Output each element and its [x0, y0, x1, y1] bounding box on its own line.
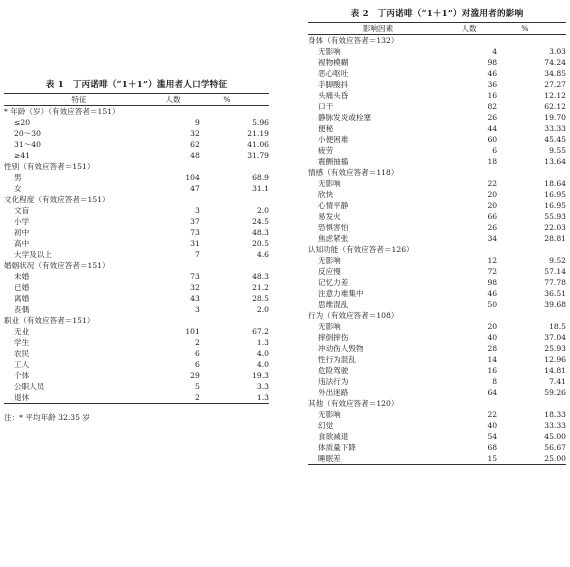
row-count: 54	[487, 432, 498, 441]
row-percent: 77.78	[544, 278, 566, 287]
row-count: 36	[487, 80, 498, 89]
row-percent: 3.03	[549, 47, 566, 56]
row-count: 8	[492, 377, 498, 386]
section-row	[308, 35, 566, 46]
row-count: 15	[487, 454, 498, 463]
row-count: 22	[487, 179, 498, 188]
row-percent: 37.04	[544, 333, 566, 342]
row-label: ≥41	[14, 151, 31, 160]
row-label: 食欲减退	[318, 432, 349, 441]
header-percent: %	[223, 95, 231, 104]
table-2-body	[308, 35, 566, 465]
table-row	[308, 189, 566, 200]
row-percent: 16.95	[544, 190, 566, 199]
row-label: 思维混乱	[318, 300, 349, 309]
table-row	[308, 57, 566, 68]
table-row	[308, 420, 566, 431]
row-percent: 13.64	[544, 157, 566, 166]
row-label: 体质量下降	[318, 443, 356, 452]
section-row	[308, 244, 566, 255]
row-percent: 14.81	[544, 366, 566, 375]
row-label: 静脉发炎或栓塞	[318, 113, 372, 122]
row-label: 大学及以上	[14, 250, 52, 259]
table-2-header	[308, 22, 566, 35]
table-row	[4, 183, 269, 194]
row-percent: 18.64	[544, 179, 566, 188]
row-percent: 74.24	[544, 58, 566, 67]
table-row	[308, 321, 566, 332]
table-row	[308, 123, 566, 134]
row-label: 性行为混乱	[318, 355, 356, 364]
row-percent: 39.68	[544, 300, 566, 309]
table-row	[4, 381, 269, 392]
row-count: 43	[190, 294, 200, 303]
row-percent: 12.12	[544, 91, 566, 100]
row-count	[448, 167, 490, 178]
row-count: 50	[487, 300, 498, 309]
row-percent: 16.95	[544, 201, 566, 210]
row-count	[448, 398, 490, 409]
row-percent: 34.85	[544, 69, 566, 78]
row-percent: 59.26	[544, 388, 566, 397]
row-percent: 12.96	[544, 355, 566, 364]
table-row	[308, 387, 566, 398]
table-1-header	[4, 93, 269, 106]
row-count: 6	[492, 146, 498, 155]
row-count: 101	[185, 327, 200, 336]
row-count: 14	[487, 355, 498, 364]
section-row	[4, 194, 269, 205]
row-count: 47	[190, 184, 200, 193]
row-label: 职业（有效应答者＝151）	[4, 316, 95, 325]
table-row	[4, 227, 269, 238]
row-percent: 36.51	[544, 289, 566, 298]
row-percent: 4.0	[256, 349, 269, 358]
table-row	[308, 211, 566, 222]
row-percent: 21.19	[247, 129, 269, 138]
row-percent	[192, 260, 262, 271]
row-count: 29	[190, 371, 200, 380]
row-label: 冲动伤人毁物	[318, 344, 364, 353]
row-label: 无影响	[318, 47, 341, 56]
table-2-caption: 表 2 丁丙诺啡（“1＋1”）对滥用者的影响	[350, 9, 524, 19]
section-row	[308, 167, 566, 178]
table-row	[308, 200, 566, 211]
table-row	[4, 172, 269, 183]
row-count: 62	[190, 140, 200, 149]
row-percent: 31.1	[252, 184, 269, 193]
row-label: 无影响	[318, 256, 341, 265]
row-label: 小便困难	[318, 135, 349, 144]
row-count: 32	[190, 283, 200, 292]
row-percent: 7.41	[549, 377, 566, 386]
row-label: 幻觉	[318, 421, 334, 430]
section-row	[4, 106, 269, 117]
row-label: 注意力难集中	[318, 289, 364, 298]
row-label: 欣快	[318, 190, 334, 199]
table-row	[4, 282, 269, 293]
row-percent	[490, 398, 560, 409]
section-row	[308, 398, 566, 409]
row-percent: 1.3	[256, 338, 269, 347]
row-count: 46	[487, 289, 498, 298]
table-row	[308, 277, 566, 288]
row-label: 身体（有效应答者＝132）	[308, 36, 399, 45]
row-label: 记忆力差	[318, 278, 349, 287]
table-row	[308, 101, 566, 112]
row-percent: 2.0	[256, 206, 269, 215]
row-label: ≤20	[14, 118, 31, 127]
row-count: 26	[487, 223, 498, 232]
row-label: 睡眠差	[318, 454, 341, 463]
row-percent: 41.06	[247, 140, 269, 149]
row-label: 个体	[14, 371, 30, 380]
section-row	[308, 310, 566, 321]
row-percent: 21.2	[252, 283, 269, 292]
row-percent: 25.93	[544, 344, 566, 353]
row-count: 6	[194, 349, 200, 358]
header-percent: %	[521, 24, 529, 33]
table-1	[4, 78, 269, 423]
row-percent: 18.5	[549, 322, 566, 331]
row-label: 手脚酸抖	[318, 80, 349, 89]
header-factor: 影响因素	[362, 24, 394, 33]
row-label: 无影响	[318, 179, 341, 188]
row-percent: 27.27	[544, 80, 566, 89]
table-row	[308, 332, 566, 343]
header-feature: 特征	[71, 95, 87, 104]
row-percent: 28.5	[252, 294, 269, 303]
row-count: 60	[487, 135, 498, 144]
table-row	[4, 139, 269, 150]
table-row	[308, 376, 566, 387]
row-count: 3	[194, 206, 200, 215]
row-percent: 9.55	[549, 146, 566, 155]
row-label: 31～40	[14, 140, 41, 149]
row-count: 40	[487, 421, 498, 430]
table-row	[4, 216, 269, 227]
row-count: 68	[487, 443, 498, 452]
row-percent: 4.6	[256, 250, 269, 259]
table-row	[308, 266, 566, 277]
row-count: 44	[487, 124, 498, 133]
row-label: 行为（有效应答者＝108）	[308, 311, 399, 320]
table-row	[308, 68, 566, 79]
table-row	[308, 431, 566, 442]
row-count: 12	[487, 256, 498, 265]
row-label: 已婚	[14, 283, 30, 292]
row-percent: 18.33	[544, 410, 566, 419]
table-row	[308, 178, 566, 189]
row-count: 31	[190, 239, 200, 248]
table-row	[308, 409, 566, 420]
table-row	[4, 128, 269, 139]
row-label: 文盲	[14, 206, 30, 215]
row-count: 9	[194, 118, 200, 127]
row-count: 2	[194, 393, 200, 402]
row-label: 小学	[14, 217, 30, 226]
row-label: 文化程度（有效应答者＝151）	[4, 195, 110, 204]
row-percent: 24.5	[252, 217, 269, 226]
row-percent: 33.33	[544, 421, 566, 430]
row-count: 72	[487, 267, 498, 276]
row-label: 性别（有效应答者＝151）	[4, 162, 95, 171]
table-1-note: 注：* 平均年龄 32.35 岁	[4, 413, 90, 422]
row-percent	[192, 161, 262, 172]
row-label: 恶心呕吐	[318, 69, 349, 78]
row-percent: 20.5	[252, 239, 269, 248]
section-row	[4, 161, 269, 172]
row-count: 40	[487, 333, 498, 342]
table-row	[308, 145, 566, 156]
row-count	[448, 310, 490, 321]
row-label: 口干	[318, 102, 334, 111]
row-percent: 9.52	[549, 256, 566, 265]
row-count	[154, 161, 192, 172]
row-label: * 年龄（岁）（有效应答者＝151）	[4, 107, 120, 116]
row-count: 73	[190, 272, 200, 281]
table-row	[4, 238, 269, 249]
row-count: 18	[487, 157, 498, 166]
row-count	[154, 106, 192, 117]
row-percent: 2.0	[256, 305, 269, 314]
row-label: 离婚	[14, 294, 30, 303]
row-percent: 45.45	[544, 135, 566, 144]
row-count: 28	[487, 344, 498, 353]
table-1-body	[4, 106, 269, 404]
table-row	[308, 299, 566, 310]
row-percent: 1.3	[256, 393, 269, 402]
row-percent	[490, 310, 560, 321]
table-row	[308, 112, 566, 123]
table-row	[4, 249, 269, 260]
header-count: 人数	[461, 24, 477, 33]
row-label: 未婚	[14, 272, 30, 281]
section-row	[4, 260, 269, 271]
row-label: 心情平静	[318, 201, 349, 210]
table-row	[4, 293, 269, 304]
row-percent: 55.93	[544, 212, 566, 221]
table-row	[4, 392, 269, 404]
row-count: 26	[487, 113, 498, 122]
row-count: 34	[487, 234, 498, 243]
table-row	[308, 90, 566, 101]
row-label: 无业	[14, 327, 30, 336]
row-percent: 57.14	[544, 267, 566, 276]
table-row	[4, 370, 269, 381]
row-count: 66	[487, 212, 498, 221]
row-percent: 31.79	[247, 151, 269, 160]
row-count: 64	[487, 388, 498, 397]
row-percent	[192, 194, 262, 205]
row-percent: 68.9	[252, 173, 269, 182]
row-label: 外出迷路	[318, 388, 349, 397]
row-percent: 45.00	[544, 432, 566, 441]
table-row	[308, 134, 566, 145]
table-row	[308, 288, 566, 299]
table-row	[4, 348, 269, 359]
row-count: 6	[194, 360, 200, 369]
row-count: 7	[194, 250, 200, 259]
row-count: 20	[487, 201, 498, 210]
row-count	[154, 194, 192, 205]
row-label: 高中	[14, 239, 30, 248]
row-label: 退休	[14, 393, 30, 402]
row-count: 16	[487, 366, 498, 375]
row-percent: 56.67	[544, 443, 566, 452]
row-label: 摔倒摔伤	[318, 333, 349, 342]
row-count: 37	[190, 217, 200, 226]
table-row	[4, 304, 269, 315]
row-count: 46	[487, 69, 498, 78]
row-count: 98	[487, 58, 498, 67]
row-label: 视物模糊	[318, 58, 349, 67]
row-label: 女	[14, 184, 22, 193]
row-percent: 19.3	[252, 371, 269, 380]
row-label: 危险驾驶	[318, 366, 349, 375]
row-label: 公职人员	[14, 382, 45, 391]
table-row	[308, 79, 566, 90]
row-count	[448, 244, 490, 255]
row-percent	[490, 244, 560, 255]
row-label: 工人	[14, 360, 30, 369]
row-percent: 48.3	[252, 272, 269, 281]
row-label: 易发火	[318, 212, 341, 221]
row-percent: 22.03	[544, 223, 566, 232]
row-percent: 3.3	[256, 382, 269, 391]
row-percent: 4.0	[256, 360, 269, 369]
table-row	[308, 222, 566, 233]
table-row	[4, 150, 269, 161]
row-percent: 19.70	[544, 113, 566, 122]
row-count: 22	[487, 410, 498, 419]
row-label: 学生	[14, 338, 30, 347]
header-count: 人数	[165, 95, 181, 104]
table-2	[308, 7, 566, 465]
row-label: 震颤抽搐	[318, 157, 349, 166]
table-row	[308, 442, 566, 453]
row-count	[154, 315, 192, 326]
row-label: 婚姻状况（有效应答者＝151）	[4, 261, 110, 270]
row-percent: 5.96	[252, 118, 269, 127]
row-count: 16	[487, 91, 498, 100]
table-row	[308, 365, 566, 376]
row-count: 5	[194, 382, 200, 391]
row-label: 头痛头昏	[318, 91, 349, 100]
table-row	[308, 233, 566, 244]
row-label: 焦虑紧张	[318, 234, 349, 243]
table-row	[4, 117, 269, 128]
row-label: 违法行为	[318, 377, 349, 386]
table-row	[308, 343, 566, 354]
table-row	[308, 453, 566, 465]
row-label: 恐惧害怕	[318, 223, 349, 232]
row-count: 104	[185, 173, 200, 182]
row-label: 情感（有效应答者＝118）	[308, 168, 399, 177]
table-row	[308, 255, 566, 266]
row-count: 3	[194, 305, 200, 314]
row-label: 其他（有效应答者＝120）	[308, 399, 399, 408]
row-label: 便秘	[318, 124, 334, 133]
row-count	[154, 260, 192, 271]
table-row	[308, 354, 566, 365]
row-count: 2	[194, 338, 200, 347]
row-count: 32	[190, 129, 200, 138]
row-percent: 48.3	[252, 228, 269, 237]
row-count: 82	[487, 102, 498, 111]
table-1-caption: 表 1 丁丙诺啡（“1＋1”）滥用者人口学特征	[45, 80, 228, 90]
row-percent: 28.81	[544, 234, 566, 243]
row-label: 丧偶	[14, 305, 30, 314]
row-percent	[192, 315, 262, 326]
row-label: 无影响	[318, 410, 341, 419]
row-percent: 33.33	[544, 124, 566, 133]
row-percent	[192, 106, 262, 117]
row-count: 48	[190, 151, 200, 160]
row-label: 无影响	[318, 322, 341, 331]
table-row	[308, 156, 566, 167]
table-row	[4, 337, 269, 348]
table-row	[4, 359, 269, 370]
row-label: 反应慢	[318, 267, 341, 276]
row-count: 98	[487, 278, 498, 287]
row-count: 20	[487, 322, 498, 331]
row-count: 20	[487, 190, 498, 199]
row-label: 初中	[14, 228, 30, 237]
row-label: 认知功能（有效应答者＝126）	[308, 245, 414, 254]
table-row	[4, 326, 269, 337]
table-row	[4, 271, 269, 282]
row-percent: 62.12	[544, 102, 566, 111]
row-label: 农民	[14, 349, 30, 358]
row-label: 20～30	[14, 129, 41, 138]
table-row	[308, 46, 566, 57]
row-percent	[490, 167, 560, 178]
row-label: 男	[14, 173, 22, 182]
row-count	[448, 35, 490, 46]
row-percent: 67.2	[252, 327, 269, 336]
row-label: 疲劳	[318, 146, 334, 155]
row-percent: 25.00	[544, 454, 566, 463]
row-count: 73	[190, 228, 200, 237]
section-row	[4, 315, 269, 326]
table-row	[4, 205, 269, 216]
row-percent	[490, 35, 560, 46]
row-count: 4	[492, 47, 498, 56]
